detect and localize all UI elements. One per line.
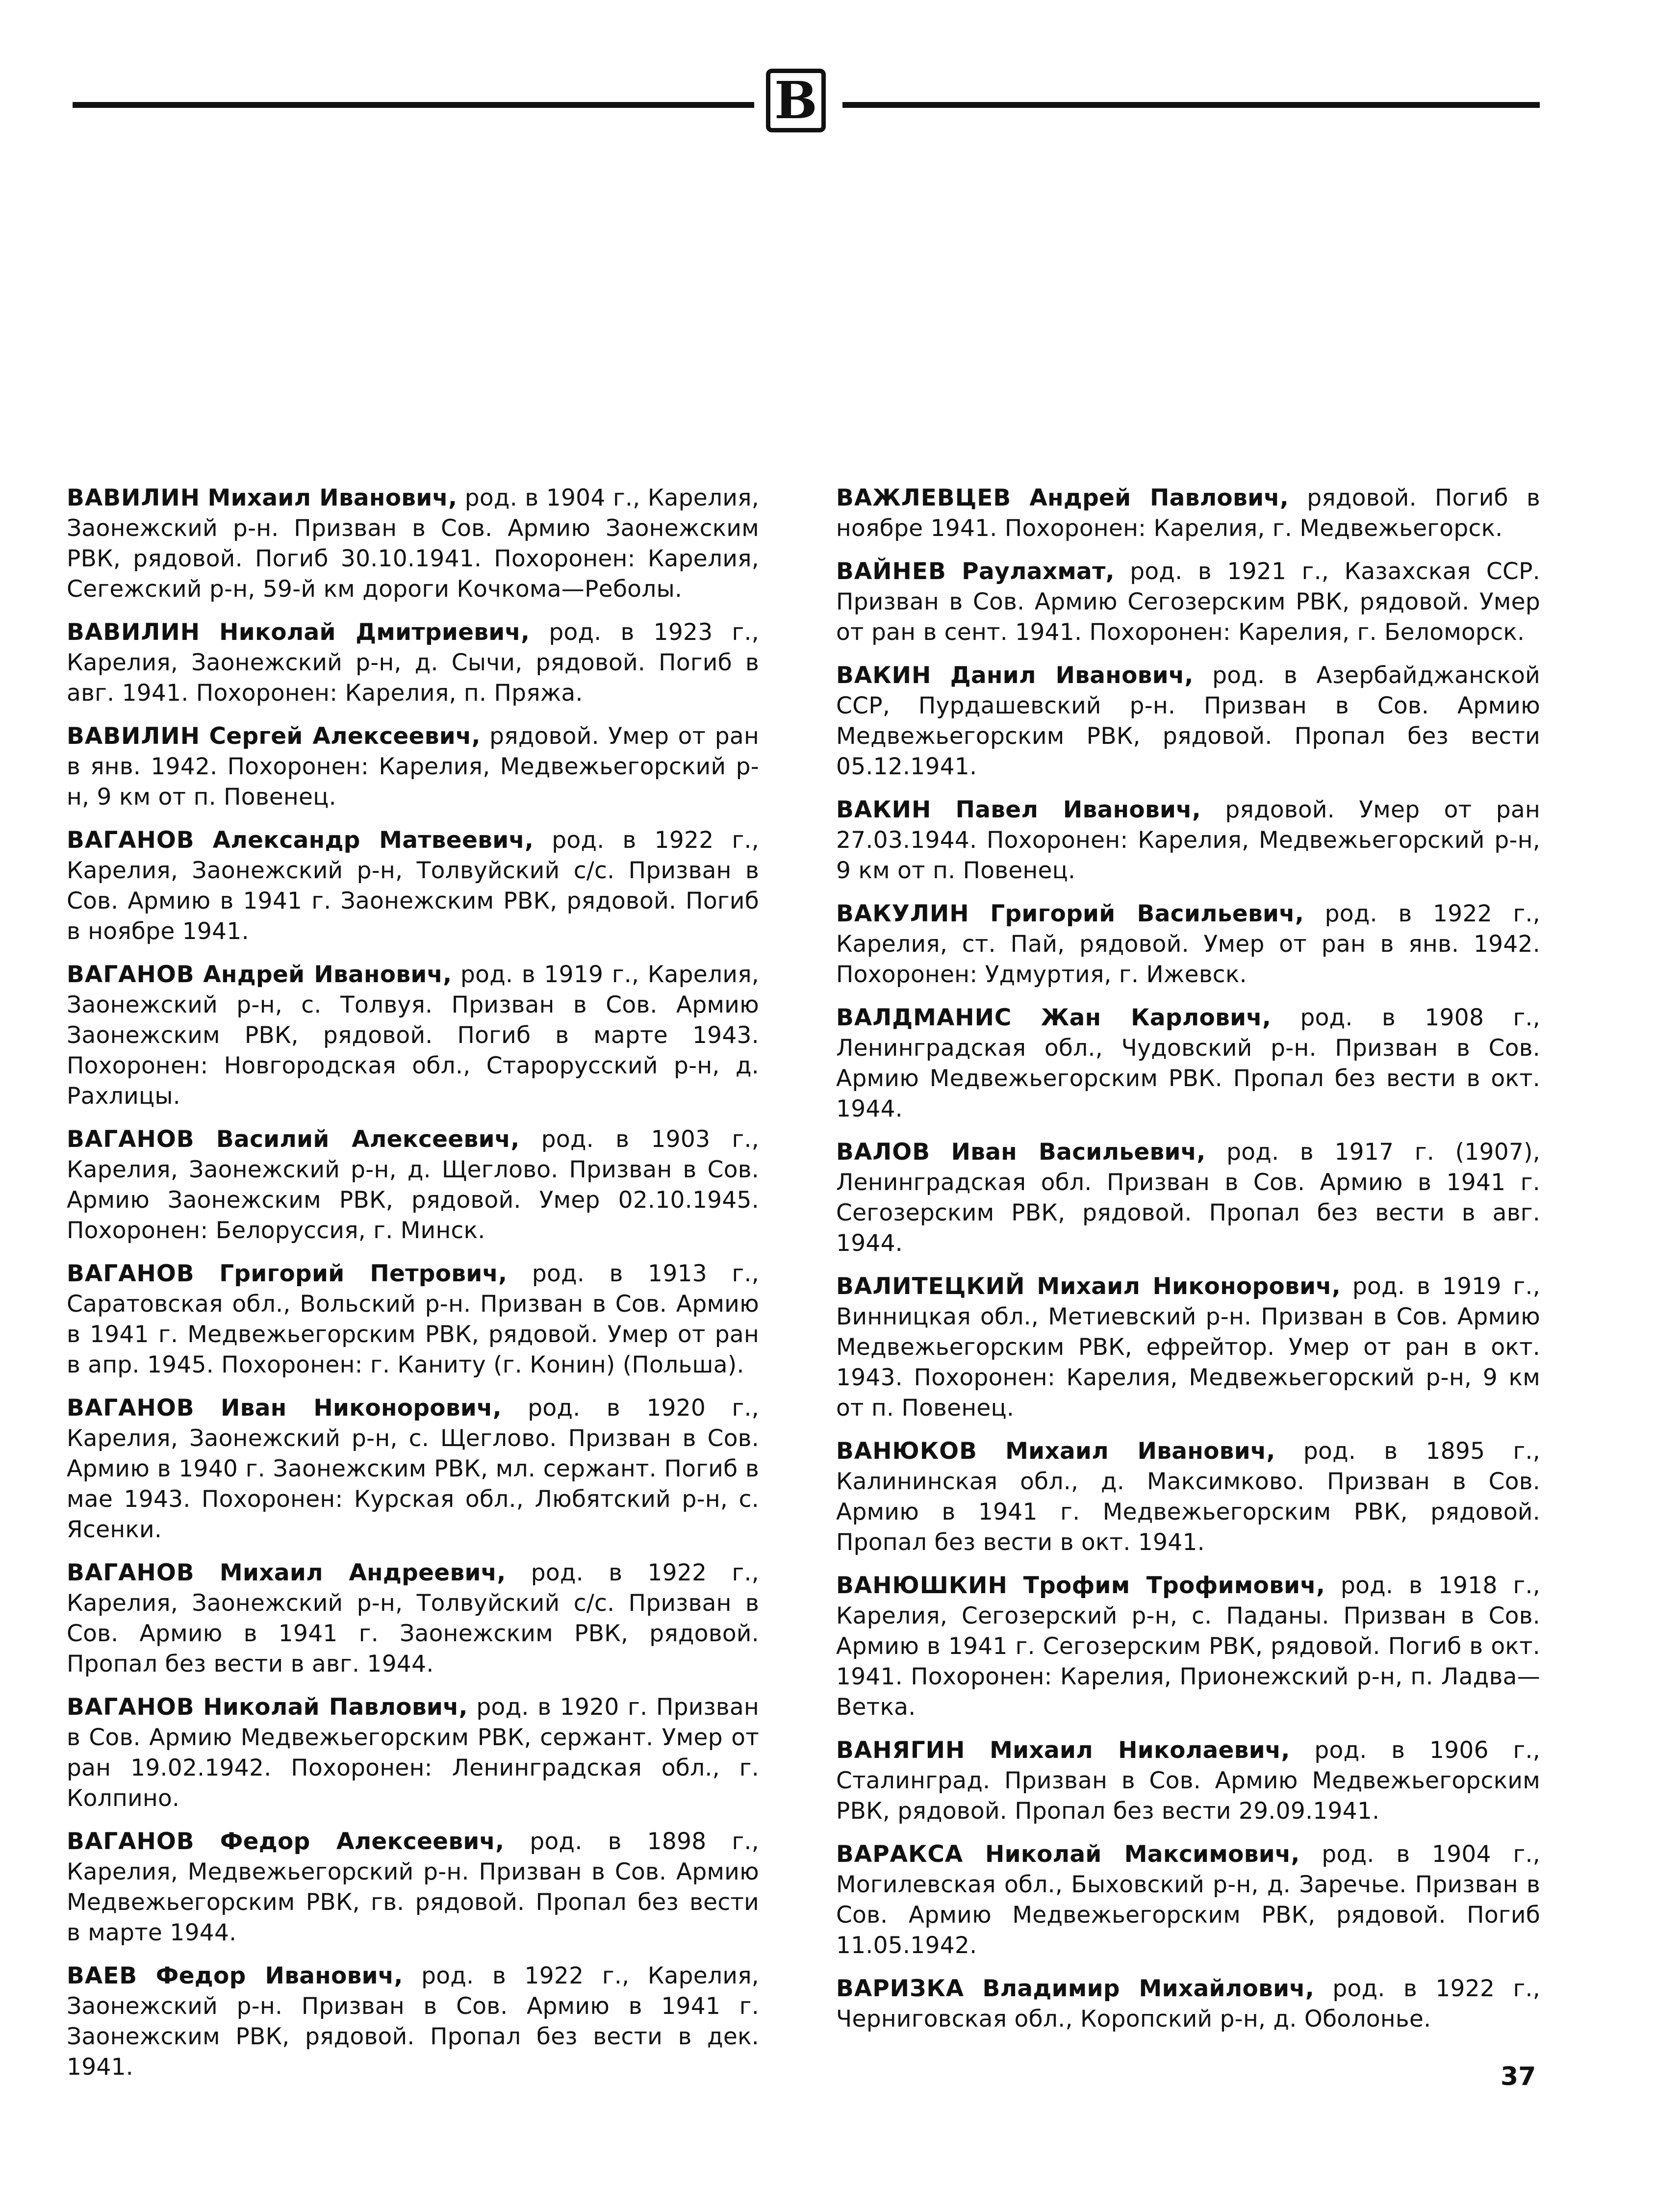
entry-details: род. в 1903 г., Карелия, Заонежский р-н, д. Щеглово. Призван в Сов. Армию Заонежским РВК, рядовой. Умер 02.10.1945. Похоронен: Белоруссия, г. Минск. <box>67 1126 759 1244</box>
entry-given-names: Федор Алексеевич, <box>220 1828 505 1855</box>
header-rule-right <box>842 102 1540 108</box>
memorial-entry <box>836 1436 1540 1558</box>
entry-surname: ВАГАНОВ <box>67 827 195 854</box>
entry-details: рядовой. Умер от ран 27.03.1944. Похоронен: Карелия, Медвежьегорский р-н, 9 км от п. Повенец. <box>836 796 1540 884</box>
memorial-entry <box>67 1827 759 1948</box>
entry-surname: ВАКИН <box>836 662 932 689</box>
entry-surname: ВАГАНОВ <box>67 1559 195 1586</box>
entry-given-names: Григорий Петрович, <box>219 1260 508 1287</box>
entry-details: род. в 1919 г., Винницкая обл., Метиевский р-н. Призван в Сов. Армию Медвежьегорским РВК, ефрейтор. Умер от ран в окт. 1943. Похоронен: Карелия, Медвежьегорский р-н, 9 км от п. Повенец. <box>836 1273 1541 1422</box>
entry-surname: ВАГАНОВ <box>67 1395 195 1422</box>
entry-details: род. в 1922 г., Карелия, Заонежский р-н, Толвуйский с/с. Призван в Сов. Армию в 1941 г. Заонежским РВК, рядовой. Пропал без вести в авг. 1944. <box>67 1559 759 1678</box>
entry-surname: ВАНЯГИН <box>836 1737 966 1764</box>
entry-given-names: Михаил Николаевич, <box>990 1737 1290 1764</box>
header-rule-left <box>73 102 754 108</box>
memorial-entry <box>836 1271 1540 1424</box>
entry-surname: ВАГАНОВ <box>67 961 195 988</box>
entry-surname: ВАНЮШКИН <box>836 1572 1008 1599</box>
memorial-entry <box>836 899 1540 990</box>
entry-given-names: Николай Павлович, <box>203 1694 468 1721</box>
entry-given-names: Владимир Михайлович, <box>982 1975 1315 2002</box>
entry-given-names: Данил Иванович, <box>950 662 1194 689</box>
memorial-entry <box>836 661 1540 782</box>
entry-given-names: Павел Иванович, <box>955 796 1201 823</box>
entry-given-names: Василий Алексеевич, <box>216 1126 520 1153</box>
memorial-entry <box>67 1558 759 1679</box>
entry-surname: ВАЛДМАНИС <box>836 1004 1012 1031</box>
entry-details: род. в 1920 г., Карелия, Заонежский р-н, с. Щеглово. Призван в Сов. Армию в 1940 г. Заонежским РВК, мл. сержант. Погиб в мае 1943. Похоронен: Курская обл., Любятский р-н, с. Ясенки. <box>67 1395 759 1543</box>
entry-given-names: Николай Дмитриевич, <box>219 619 530 646</box>
entry-given-names: Андрей Павлович, <box>1029 484 1289 511</box>
entry-given-names: Раулахмат, <box>962 558 1115 585</box>
memorial-entry <box>836 1137 1540 1259</box>
entry-surname: ВАГАНОВ <box>67 1828 195 1855</box>
entry-details: род. в 1923 г., Карелия, Заонежский р-н, д. Сычи, рядовой. Погиб в авг. 1941. Похоронен: Карелия, п. Пряжа. <box>67 619 759 707</box>
memorial-entry <box>836 1571 1540 1723</box>
entry-given-names: Александр Матвеевич, <box>212 827 534 854</box>
entry-given-names: Григорий Васильевич, <box>990 900 1304 927</box>
entry-surname: ВАВИЛИН <box>67 723 201 750</box>
entry-given-names: Михаил Андреевич, <box>219 1559 506 1586</box>
memorial-entry <box>67 483 759 605</box>
entry-surname: ВАКУЛИН <box>836 900 969 927</box>
memorial-entry <box>836 1839 1540 1961</box>
section-letter-emblem <box>766 69 826 132</box>
entry-details: род. в 1922 г., Карелия, Заонежский р-н. Призван в Сов. Армию в 1941 г. Заонежским РВК, рядовой. Пропал без вести в дек. 1941. <box>67 1962 760 2081</box>
entry-surname: ВАРАКСА <box>836 1841 964 1868</box>
entry-given-names: Иван Никонорович, <box>221 1395 502 1422</box>
entry-surname: ВАЙНЕВ <box>836 558 946 585</box>
entry-surname: ВАГАНОВ <box>67 1694 195 1721</box>
entry-details: род. в 1920 г. Призван в Сов. Армию Медвежьегорским РВК, сержант. Умер от ран 19.02.1942. Похоронен: Ленинградская обл., г. Колпино. <box>67 1694 759 1812</box>
entry-details: род. в 1922 г., Карелия, ст. Пай, рядовой. Умер от ран в янв. 1942. Похоронен: Удмуртия, г. Ижевск. <box>836 900 1541 988</box>
memorial-entry <box>67 1692 759 1814</box>
entry-details: род. в 1904 г., Карелия, Заонежский р-н. Призван в Сов. Армию Заонежским РВК, рядовой. Погиб 30.10.1941. Похоронен: Карелия, Сегежский р-н, 59-й км дороги Кочкома—Реболы. <box>67 484 759 603</box>
entry-given-names: Трофим Трофимович, <box>1023 1572 1325 1599</box>
entry-details: рядовой. Погиб в ноябре 1941. Похоронен: Карелия, г. Медвежьегорск. <box>836 484 1540 542</box>
entry-details: рядовой. Умер от ран в янв. 1942. Похоронен: Карелия, Медвежьегорский р-н, 9 км от п. Повенец. <box>67 723 760 811</box>
memorial-entry <box>67 1124 759 1246</box>
entry-details: род. в 1919 г., Карелия, Заонежский р-н, с. Толвуя. Призван в Сов. Армию Заонежским РВК, рядовой. Погиб в марте 1943. Похоронен: Новгородская обл., Старорусский р-н, д. Рахлицы. <box>67 961 760 1110</box>
memorial-entry <box>836 1003 1540 1124</box>
entry-surname: ВАНЮКОВ <box>836 1438 977 1465</box>
entry-details: род. в 1898 г., Карелия, Медвежьегорский р-н. Призван в Сов. Армию Медвежьегорским РВК, гв. рядовой. Пропал без вести в марте 1944. <box>67 1828 759 1946</box>
page-number: 37 <box>1501 2062 1536 2091</box>
entry-given-names: Жан Карлович, <box>1041 1004 1272 1031</box>
entry-given-names: Михаил Иванович, <box>1005 1438 1275 1465</box>
column-right <box>836 483 1540 2047</box>
entry-surname: ВАЖЛЕВЦЕВ <box>836 484 1012 511</box>
memorial-entry <box>67 825 759 947</box>
memorial-entry <box>67 721 759 813</box>
memorial-entry <box>67 1393 759 1545</box>
entry-surname: ВАВИЛИН <box>67 484 201 511</box>
entry-details: род. в 1922 г., Карелия, Заонежский р-н, Толвуйский с/с. Призван в Сов. Армию в 1941 г. Заонежским РВК, рядовой. Погиб в ноябре 1941. <box>67 827 759 945</box>
column-left <box>67 483 759 2095</box>
entry-details: род. в Азербайджанской ССР, Пурдашевский р-н. Призван в Сов. Армию Медвежьегорским РВК, рядовой. Пропал без вести 05.12.1941. <box>836 662 1540 780</box>
entry-given-names: Иван Васильевич, <box>951 1139 1206 1166</box>
entry-surname: ВАГАНОВ <box>67 1126 195 1153</box>
entry-details: род. в 1918 г., Карелия, Сегозерский р-н, с. Паданы. Призван в Сов. Армию в 1941 г. Сегозерским РВК, рядовой. Погиб в окт. 1941. Похоронен: Карелия, Прионежский р-н, п. Ладва—Ветка. <box>836 1572 1540 1721</box>
entry-surname: ВАЕВ <box>67 1962 138 1989</box>
entry-details: род. в 1917 г. (1907), Ленинградская обл. Призван в Сов. Армию в 1941 г. Сегозерским РВК, рядовой. Пропал без вести в авг. 1944. <box>836 1139 1540 1257</box>
entry-surname: ВАВИЛИН <box>67 619 201 646</box>
entry-surname: ВАЛИТЕЦКИЙ <box>836 1273 1025 1300</box>
entry-given-names: Михаил Никонорович, <box>1037 1273 1341 1300</box>
entry-given-names: Николай Максимович, <box>985 1841 1300 1868</box>
entry-details: род. в 1913 г., Саратовская обл., Вольский р-н. Призван в Сов. Армию в 1941 г. Медвежьегорским РВК, рядовой. Умер от ран в апр. 1945. Похоронен: г. Каниту (г. Конин) (Польша). <box>67 1260 759 1378</box>
memorial-entry <box>836 1974 1540 2034</box>
memorial-entry <box>67 617 759 709</box>
entry-surname: ВАГАНОВ <box>67 1260 195 1287</box>
section-letter: В <box>774 70 817 130</box>
entry-details: род. в 1921 г., Казахская ССР. Призван в Сов. Армию Сегозерским РВК, рядовой. Умер от ран в сент. 1941. Похоронен: Карелия, г. Беломорск. <box>836 558 1540 646</box>
entry-details: род. в 1922 г., Черниговская обл., Коропский р-н, д. Оболонье. <box>836 1975 1540 2033</box>
memorial-entry <box>836 557 1540 648</box>
entry-surname: ВАКИН <box>836 796 932 823</box>
entry-given-names: Федор Иванович, <box>155 1962 403 1989</box>
entry-details: род. в 1906 г., Сталинград. Призван в Сов. Армию Медвежьегорским РВК, рядовой. Пропал без вести 29.09.1941. <box>836 1737 1541 1825</box>
memorial-entry <box>67 1259 759 1380</box>
entry-surname: ВАРИЗКА <box>836 1975 965 2002</box>
memorial-entry <box>836 795 1540 886</box>
entry-surname: ВАЛОВ <box>836 1139 931 1166</box>
entry-given-names: Андрей Иванович, <box>203 961 452 988</box>
memorial-entry <box>67 1961 759 2083</box>
memorial-entry <box>67 960 759 1112</box>
entry-details: род. в 1895 г., Калининская обл., д. Максимково. Призван в Сов. Армию в 1941 г. Медвежьегорским РВК, рядовой. Пропал без вести в окт. 1941. <box>836 1438 1540 1556</box>
entry-given-names: Михаил Иванович, <box>207 484 458 511</box>
memorial-entry <box>836 483 1540 544</box>
memorial-entry <box>836 1735 1540 1827</box>
entry-details: род. в 1904 г., Могилевская обл., Быховский р-н, д. Заречье. Призван в Сов. Армию Медвежьегорским РВК, рядовой. Погиб 11.05.1942. <box>836 1841 1540 1959</box>
entry-given-names: Сергей Алексеевич, <box>209 723 481 750</box>
entry-details: род. в 1908 г., Ленинградская обл., Чудовский р-н. Призван в Сов. Армию Медвежьегорским РВК. Пропал без вести в окт. 1944. <box>836 1004 1540 1122</box>
